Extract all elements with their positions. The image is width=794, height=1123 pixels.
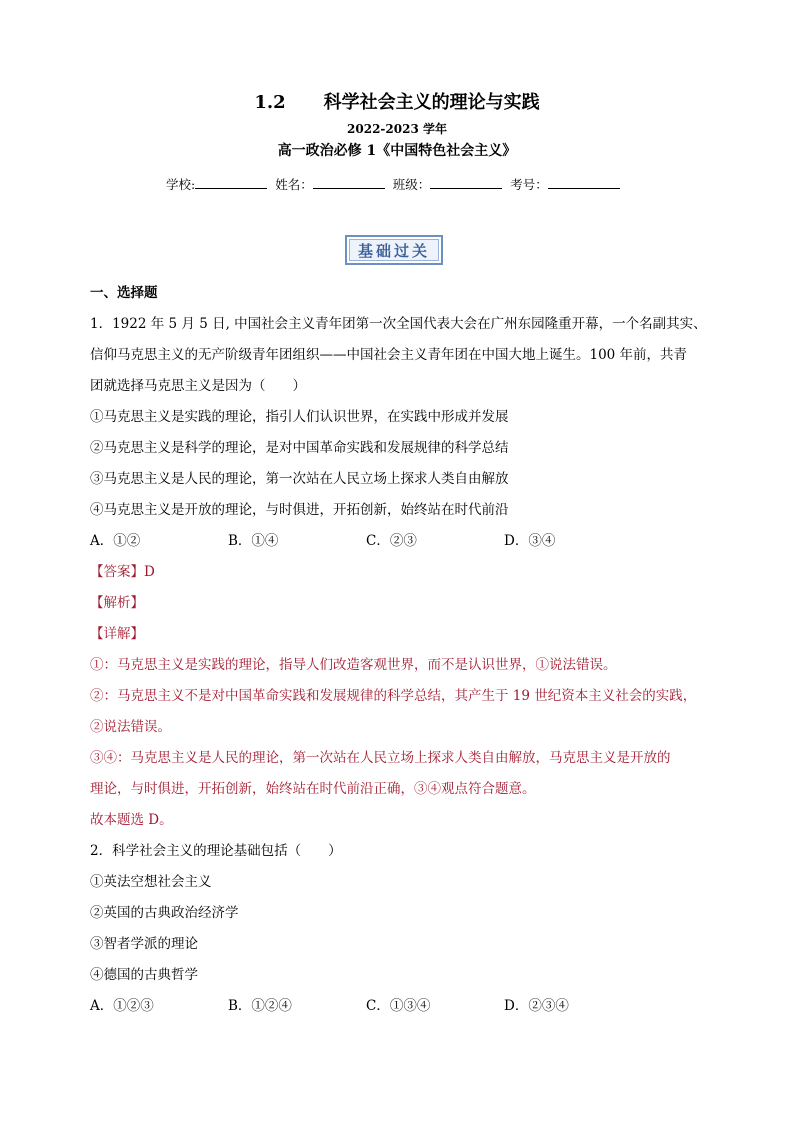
q2-option-c[interactable]: C．①③④ — [366, 998, 431, 1014]
q1-options — [90, 526, 710, 557]
name-field[interactable] — [313, 176, 385, 189]
basic-level-badge: 基础过关 — [345, 235, 443, 265]
q1-item: ②马克思主义是科学的理论，是对中国革命实践和发展规律的科学总结 — [90, 440, 509, 456]
q2-option-d[interactable]: D．②③④ — [504, 998, 569, 1014]
q1-answer: 【答案】D — [90, 564, 155, 580]
q1-stem-line: 1．1922 年 5 月 5 日, 中国社会主义青年团第一次全国代表大会在广州东园隆重开幕，一个名副其实、 — [90, 316, 707, 332]
q2-option-b[interactable]: B．①②④ — [228, 998, 292, 1014]
q1-conclusion: 故本题选 D。 — [90, 812, 173, 828]
q1-stem-line: 团就选择马克思主义是因为（ ） — [90, 378, 306, 394]
q1-explain-line: ①：马克思主义是实践的理论，指导人们改造客观世界，而不是认识世界，①说法错误。 — [90, 657, 617, 673]
student-info-fields — [166, 175, 624, 193]
course-subtitle: 高一政治必修 1《中国特色社会主义》 — [277, 143, 517, 159]
q1-item: ④马克思主义是开放的理论，与时俱进，开拓创新，始终站在时代前沿 — [90, 502, 509, 518]
school-field[interactable] — [195, 176, 267, 189]
q1-analysis-label: 【解析】 — [90, 595, 144, 611]
q1-explain-line: ②说法错误。 — [90, 719, 171, 735]
q1-stem-line: 信仰马克思主义的无产阶级青年团组织——中国社会主义青年团在中国大地上诞生。100 年前，共青 — [90, 347, 688, 363]
q2-item: ①英法空想社会主义 — [90, 874, 212, 890]
class-field[interactable] — [430, 176, 502, 189]
class-label: 班级： — [392, 177, 431, 192]
section-heading: 一、选择题 — [90, 285, 158, 301]
q1-option-d[interactable]: D．③④ — [504, 533, 556, 549]
exam-number-label: 考号： — [510, 177, 548, 192]
q2-option-a[interactable]: A．①②③ — [90, 998, 154, 1014]
q1-option-c[interactable]: C．②③ — [366, 533, 417, 549]
question-content — [90, 278, 710, 1022]
name-label: 姓名： — [275, 177, 313, 192]
q1-explain-line: ③④：马克思主义是人民的理论，第一次站在人民立场上探求人类自由解放，马克思主义是开放的 — [90, 750, 671, 766]
page-title — [0, 88, 794, 114]
q1-option-a[interactable]: A．①② — [90, 533, 141, 549]
school-label: 学校: — [166, 177, 196, 192]
lesson-number: 1.2 — [254, 92, 286, 113]
q1-detail-label: 【详解】 — [90, 626, 144, 642]
q2-options — [90, 991, 710, 1022]
q1-option-b[interactable]: B．①④ — [228, 533, 279, 549]
exam-number-field[interactable] — [548, 176, 620, 189]
lesson-title: 科学社会主义的理论与实践 — [323, 92, 540, 113]
q2-item: ②英国的古典政治经济学 — [90, 905, 239, 921]
q1-explain-line: 理论，与时俱进，开拓创新，始终站在时代前沿正确，③④观点符合题意。 — [90, 781, 536, 797]
q1-item: ③马克思主义是人民的理论，第一次站在人民立场上探求人类自由解放 — [90, 471, 509, 487]
q2-item: ③智者学派的理论 — [90, 936, 198, 952]
q1-item: ①马克思主义是实践的理论，指引人们认识世界，在实践中形成并发展 — [90, 409, 509, 425]
q1-explain-line: ②：马克思主义不是对中国革命实践和发展规律的科学总结，其产生于 19 世纪资本主义社会的实践， — [90, 688, 697, 704]
q2-stem: 2．科学社会主义的理论基础包括（ ） — [90, 843, 342, 859]
school-year: 2022-2023 学年 — [347, 122, 447, 136]
q2-item: ④德国的古典哲学 — [90, 967, 198, 983]
